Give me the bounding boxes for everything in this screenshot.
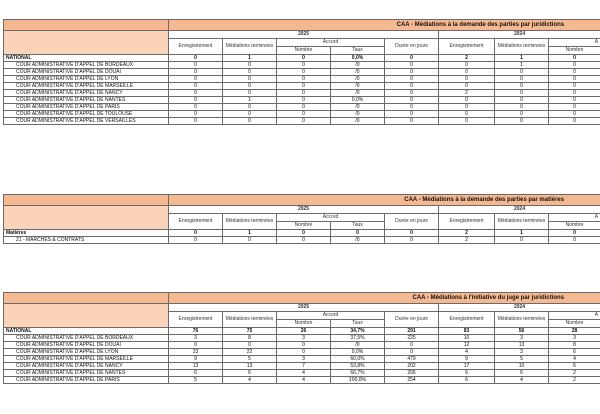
cell-duree: 0: [385, 349, 439, 356]
table-row: [4, 370, 600, 377]
cell-duree: 0: [385, 237, 439, 244]
cell-nb: 0: [277, 118, 331, 125]
cell-nb24: 8: [549, 342, 600, 349]
cell-nb24: 0: [549, 90, 600, 97]
table-row: [4, 342, 600, 349]
cell-nb: 7: [277, 363, 331, 370]
table-row: [4, 90, 600, 97]
cell-nb: 0: [277, 111, 331, 118]
col-enregistrement: Enregistrement: [169, 214, 223, 230]
cell-taux: 0,0%: [331, 55, 385, 62]
header-label-cell: [4, 206, 169, 230]
cell-nb24: 6: [549, 363, 600, 370]
table-row: [4, 335, 600, 342]
row-label: COUR ADMINISTRATIVE D'APPEL DE LYON: [4, 349, 169, 356]
cell-enr: 0: [169, 97, 223, 104]
col-nombre: Nombre: [277, 320, 331, 328]
cell-duree: 225: [385, 335, 439, 342]
row-label: COUR ADMINISTRATIVE D'APPEL DE NANTES: [4, 97, 169, 104]
cell-term24: 56: [495, 328, 549, 335]
header-label-cell: [4, 31, 169, 55]
cell-nb: 0: [277, 230, 331, 237]
cell-term: 8: [223, 335, 277, 342]
col-accord: Accord: [277, 214, 385, 222]
cell-nb: 0: [277, 83, 331, 90]
title-blank: [4, 293, 169, 304]
row-label: Matières: [4, 230, 169, 237]
row-label: COUR ADMINISTRATIVE D'APPEL DE PARIS: [4, 377, 169, 384]
cell-enr24: 10: [439, 335, 495, 342]
cell-duree: 0: [385, 90, 439, 97]
cell-taux: /0: [331, 342, 385, 349]
cell-enr24: 2: [439, 90, 495, 97]
cell-term: 1: [223, 230, 277, 237]
cell-nb24: 0: [549, 237, 600, 244]
cell-taux: /0: [331, 69, 385, 76]
table-row: [4, 349, 600, 356]
col-accord: Accord: [277, 312, 385, 320]
table-body: [4, 230, 600, 244]
col-accord-2024: A: [549, 39, 600, 47]
table-row: [4, 69, 600, 76]
cell-nb: 0: [277, 237, 331, 244]
cell-enr: 13: [169, 363, 223, 370]
year-header-2025: 2025: [169, 304, 439, 312]
table-title: CAA - Médiations à la demande des parties par matières: [169, 195, 600, 206]
row-label: COUR ADMINISTRATIVE D'APPEL DE NANCY: [4, 90, 169, 97]
cell-nb24: 0: [549, 118, 600, 125]
cell-duree: 0: [385, 83, 439, 90]
cell-term24: 0: [495, 118, 549, 125]
cell-term: 0: [223, 118, 277, 125]
col-nombre-2024: Nombre: [549, 47, 600, 55]
cell-enr: 0: [169, 118, 223, 125]
cell-enr: 0: [169, 69, 223, 76]
cell-nb: 0: [277, 349, 331, 356]
cell-duree: 0: [385, 97, 439, 104]
table-block-3: [3, 292, 600, 384]
cell-term: 0: [223, 69, 277, 76]
cell-nb24: 0: [549, 97, 600, 104]
cell-duree: 0: [385, 55, 439, 62]
table-row: [4, 62, 600, 69]
cell-enr: 0: [169, 55, 223, 62]
table-row: [4, 356, 600, 363]
table-row: [4, 363, 600, 370]
table-total-row: [4, 328, 600, 335]
cell-enr24: 0: [439, 104, 495, 111]
cell-taux: 66,7%: [331, 370, 385, 377]
cell-enr24: 0: [439, 118, 495, 125]
cell-nb: 4: [277, 377, 331, 384]
cell-duree: 291: [385, 328, 439, 335]
cell-enr: 6: [169, 370, 223, 377]
col-duree: Durée en jours: [385, 39, 439, 55]
cell-nb24: 2: [549, 370, 600, 377]
year-header-2024: 2024: [439, 206, 600, 214]
col-enregistrement-2024: Enregistrement: [439, 312, 495, 328]
row-label: COUR ADMINISTRATIVE D'APPEL DE MARSEILLE: [4, 83, 169, 90]
cell-duree: 206: [385, 370, 439, 377]
col-nombre: Nombre: [277, 222, 331, 230]
col-enregistrement: Enregistrement: [169, 312, 223, 328]
row-label: NATIONAL: [4, 55, 169, 62]
cell-taux: /0: [331, 237, 385, 244]
table-row: [4, 83, 600, 90]
col-taux: Taux: [331, 320, 385, 328]
cell-taux: 34,7%: [331, 328, 385, 335]
cell-term24: 13: [495, 342, 549, 349]
mediation-table-2: [3, 194, 600, 244]
col-mediations-terminees: Médiations terminées: [223, 214, 277, 230]
row-label: COUR ADMINISTRATIVE D'APPEL DE NANTES: [4, 370, 169, 377]
cell-nb: 0: [277, 62, 331, 69]
cell-enr24: 0: [439, 76, 495, 83]
cell-nb24: 6: [549, 349, 600, 356]
col-enregistrement-2024: Enregistrement: [439, 39, 495, 55]
col-taux: Taux: [331, 222, 385, 230]
row-label: COUR ADMINISTRATIVE D'APPEL DE MARSEILLE: [4, 356, 169, 363]
cell-nb: 0: [277, 342, 331, 349]
cell-term: 1: [223, 55, 277, 62]
cell-enr: 76: [169, 328, 223, 335]
cell-term24: 10: [495, 363, 549, 370]
cell-nb24: 0: [549, 83, 600, 90]
cell-enr: 0: [169, 342, 223, 349]
cell-term24: 1: [495, 55, 549, 62]
cell-enr24: 2: [439, 230, 495, 237]
cell-term: 5: [223, 356, 277, 363]
cell-taux: 60,0%: [331, 356, 385, 363]
col-enregistrement-2024: Enregistrement: [439, 214, 495, 230]
row-label: COUR ADMINISTRATIVE D'APPEL DE NANCY: [4, 363, 169, 370]
cell-nb24: 0: [549, 76, 600, 83]
row-label: 21 - MARCHES & CONTRATS: [4, 237, 169, 244]
cell-term24: 0: [495, 111, 549, 118]
cell-enr: 0: [169, 111, 223, 118]
table-total-row: [4, 55, 600, 62]
cell-enr: 0: [169, 230, 223, 237]
col-accord: Accord: [277, 39, 385, 47]
cell-duree: 0: [385, 230, 439, 237]
cell-term24: 0: [495, 104, 549, 111]
cell-enr: 0: [169, 83, 223, 90]
cell-nb: 0: [277, 97, 331, 104]
cell-enr: 0: [169, 237, 223, 244]
row-label: COUR ADMINISTRATIVE D'APPEL DE DOUAI: [4, 342, 169, 349]
cell-nb: 0: [277, 55, 331, 62]
cell-taux: /0: [331, 90, 385, 97]
col-accord-2024: A: [549, 214, 600, 222]
cell-nb24: 28: [549, 328, 600, 335]
cell-nb24: 3: [549, 335, 600, 342]
cell-enr24: 0: [439, 83, 495, 90]
row-label: COUR ADMINISTRATIVE D'APPEL DE TOULOUSE: [4, 111, 169, 118]
cell-duree: 202: [385, 363, 439, 370]
cell-nb24: 0: [549, 55, 600, 62]
cell-taux: /0: [331, 76, 385, 83]
cell-enr: 23: [169, 349, 223, 356]
table-block-2: [3, 194, 600, 244]
col-accord-2024: A: [549, 312, 600, 320]
col-duree: Durée en jours: [385, 214, 439, 230]
cell-term: 0: [223, 90, 277, 97]
cell-term24: 4: [495, 377, 549, 384]
cell-duree: 0: [385, 76, 439, 83]
cell-enr: 3: [169, 335, 223, 342]
cell-term: 0: [223, 104, 277, 111]
header-label-cell: [4, 304, 169, 328]
cell-duree: 0: [385, 342, 439, 349]
cell-nb24: 4: [549, 356, 600, 363]
cell-term24: 0: [495, 76, 549, 83]
table-row: [4, 118, 600, 125]
year-header-2025: 2025: [169, 206, 439, 214]
cell-taux: 37,5%: [331, 335, 385, 342]
col-mediations-terminees-2024: Médiations terminées: [495, 39, 549, 55]
table-row: [4, 377, 600, 384]
row-label: COUR ADMINISTRATIVE D'APPEL DE PARIS: [4, 104, 169, 111]
cell-enr24: 0: [439, 97, 495, 104]
cell-enr24: 0: [439, 111, 495, 118]
cell-term24: 0: [495, 69, 549, 76]
cell-enr24: 0: [439, 69, 495, 76]
cell-term: 0: [223, 76, 277, 83]
cell-taux: 53,8%: [331, 363, 385, 370]
cell-taux: 0,0%: [331, 349, 385, 356]
cell-term24: 0: [495, 97, 549, 104]
row-label: COUR ADMINISTRATIVE D'APPEL DE DOUAI: [4, 69, 169, 76]
col-mediations-terminees-2024: Médiations terminées: [495, 312, 549, 328]
cell-enr24: 2: [439, 237, 495, 244]
cell-nb24: 2: [549, 377, 600, 384]
col-nombre-2024: Nombre: [549, 222, 600, 230]
cell-enr24: 6: [439, 377, 495, 384]
table-total-row: [4, 230, 600, 237]
cell-term24: 0: [495, 83, 549, 90]
table-row: [4, 97, 600, 104]
year-header-2024: 2024: [439, 31, 600, 39]
year-header-2025: 2025: [169, 31, 439, 39]
row-label: COUR ADMINISTRATIVE D'APPEL DE LYON: [4, 76, 169, 83]
cell-enr24: 2: [439, 55, 495, 62]
cell-enr24: 83: [439, 328, 495, 335]
cell-term: 1: [223, 97, 277, 104]
cell-taux: /0: [331, 111, 385, 118]
cell-duree: 0: [385, 104, 439, 111]
table-row: [4, 111, 600, 118]
cell-enr: 0: [169, 76, 223, 83]
col-duree: Durée en jours: [385, 312, 439, 328]
cell-term24: 1: [495, 230, 549, 237]
cell-nb: 0: [277, 104, 331, 111]
cell-taux: /0: [331, 118, 385, 125]
cell-enr24: 9: [439, 356, 495, 363]
col-mediations-terminees-2024: Médiations terminées: [495, 214, 549, 230]
cell-term24: 0: [495, 90, 549, 97]
table-row: [4, 76, 600, 83]
cell-taux: /0: [331, 83, 385, 90]
col-enregistrement: Enregistrement: [169, 39, 223, 55]
year-header-2024: 2024: [439, 304, 600, 312]
table-row: [4, 237, 600, 244]
cell-enr24: 6: [439, 370, 495, 377]
table-title: CAA - Médiations à la demande des parties par juridictions: [169, 20, 600, 31]
cell-nb24: 0: [549, 62, 600, 69]
cell-term: 4: [223, 377, 277, 384]
cell-term: 0: [223, 237, 277, 244]
cell-enr: 5: [169, 377, 223, 384]
cell-enr24: 4: [439, 349, 495, 356]
cell-term: 13: [223, 363, 277, 370]
top-strip: [0, 0, 600, 17]
cell-nb: 3: [277, 356, 331, 363]
cell-term24: 3: [495, 335, 549, 342]
cell-duree: 0: [385, 62, 439, 69]
cell-duree: 479: [385, 356, 439, 363]
col-taux: Taux: [331, 47, 385, 55]
cell-term: 0: [223, 83, 277, 90]
cell-nb: 0: [277, 76, 331, 83]
row-label: COUR ADMINISTRATIVE D'APPEL DE BORDEAUX: [4, 335, 169, 342]
cell-term24: 6: [495, 370, 549, 377]
cell-term24: 3: [495, 349, 549, 356]
cell-term: 6: [223, 370, 277, 377]
table-row: [4, 104, 600, 111]
col-nombre-2024: Nombre: [549, 320, 600, 328]
cell-nb: 0: [277, 90, 331, 97]
table-body: [4, 55, 600, 125]
cell-nb24: 0: [549, 230, 600, 237]
cell-duree: 0: [385, 111, 439, 118]
cell-nb: 0: [277, 69, 331, 76]
cell-duree: 0: [385, 69, 439, 76]
cell-nb: 26: [277, 328, 331, 335]
mediation-table-1: [3, 19, 600, 125]
row-label: COUR ADMINISTRATIVE D'APPEL DE VERSAILLES: [4, 118, 169, 125]
cell-duree: 0: [385, 118, 439, 125]
cell-taux: 100,0%: [331, 377, 385, 384]
cell-term: 0: [223, 111, 277, 118]
col-mediations-terminees: Médiations terminées: [223, 312, 277, 328]
col-nombre: Nombre: [277, 47, 331, 55]
cell-enr: 9: [169, 356, 223, 363]
cell-term: 22: [223, 349, 277, 356]
cell-enr24: 17: [439, 363, 495, 370]
col-mediations-terminees: Médiations terminées: [223, 39, 277, 55]
cell-nb24: 0: [549, 104, 600, 111]
cell-enr24: 0: [439, 62, 495, 69]
cell-term: 0: [223, 342, 277, 349]
title-blank: [4, 195, 169, 206]
cell-term24: 1: [495, 62, 549, 69]
cell-nb: 3: [277, 335, 331, 342]
cell-nb: 4: [277, 370, 331, 377]
cell-enr: 0: [169, 62, 223, 69]
title-blank: [4, 20, 169, 31]
table-block-1: [3, 19, 600, 125]
cell-duree: 254: [385, 377, 439, 384]
cell-taux: /0: [331, 62, 385, 69]
table-body: [4, 328, 600, 384]
cell-nb24: 0: [549, 69, 600, 76]
cell-taux: 0: [331, 230, 385, 237]
row-label: COUR ADMINISTRATIVE D'APPEL DE BORDEAUX: [4, 62, 169, 69]
cell-term24: 5: [495, 356, 549, 363]
cell-enr: 0: [169, 104, 223, 111]
cell-term: 0: [223, 62, 277, 69]
row-label: NATIONAL: [4, 328, 169, 335]
cell-taux: 0,0%: [331, 97, 385, 104]
cell-nb24: 0: [549, 111, 600, 118]
cell-term24: 0: [495, 237, 549, 244]
mediation-table-3: [3, 292, 600, 384]
cell-term: 75: [223, 328, 277, 335]
cell-enr: 0: [169, 90, 223, 97]
cell-taux: /0: [331, 104, 385, 111]
cell-enr24: 12: [439, 342, 495, 349]
table-title: CAA - Médiations à l'initiative du juge par juridictions: [169, 293, 600, 304]
